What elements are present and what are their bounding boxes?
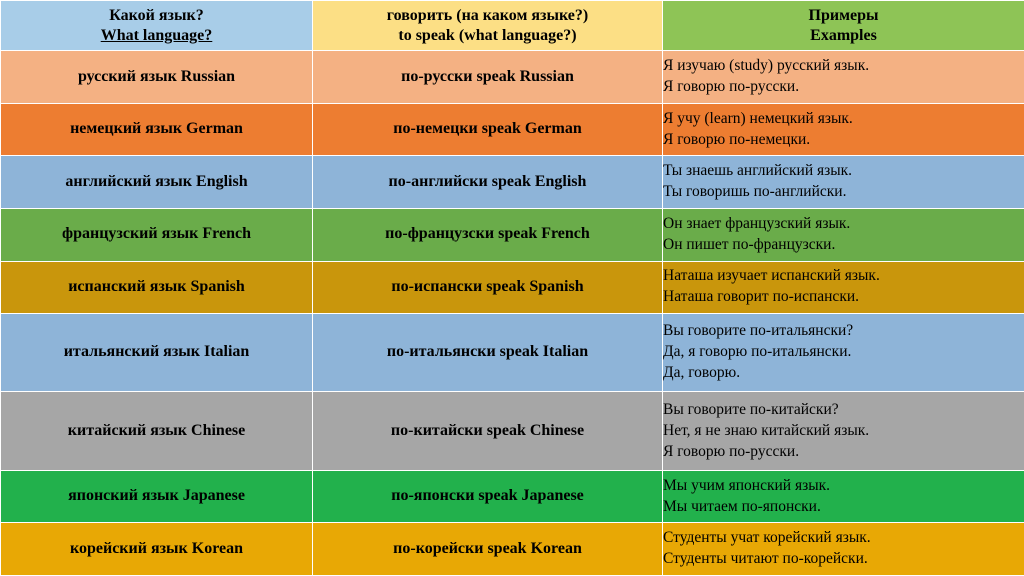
cell-language: испанский язык Spanish — [1, 261, 313, 314]
example-line: Я говорю по-русски. — [663, 78, 800, 96]
cell-speak: по-английски speak English — [313, 156, 663, 209]
cell-language: русский язык Russian — [1, 51, 313, 104]
example-line: Да, я говорю по-итальянски. — [663, 343, 852, 361]
table-row — [1, 470, 1024, 523]
cell-speak: по-немецки speak German — [313, 103, 663, 156]
example-line: Ты знаешь английский язык. — [663, 162, 853, 180]
cell-examples — [663, 470, 1024, 523]
cell-speak: по-итальянски speak Italian — [313, 314, 663, 392]
header-line-ru: Какой язык? — [109, 6, 204, 24]
example-line: Наташа изучает испанский язык. — [663, 267, 880, 285]
table-row — [1, 156, 1024, 209]
cell-examples — [663, 523, 1024, 576]
cell-language: итальянский язык Italian — [1, 314, 313, 392]
example-line: Я учу (learn) немецкий язык. — [663, 109, 853, 127]
example-line: Нет, я не знаю китайский язык. — [663, 421, 870, 439]
cell-language: китайский язык Chinese — [1, 392, 313, 470]
example-line: Мы учим японский язык. — [663, 476, 831, 494]
example-line: Я говорю по-немецки. — [663, 130, 811, 148]
table-row — [1, 51, 1024, 104]
example-line: Да, говорю. — [663, 364, 741, 382]
example-line: Я изучаю (study) русский язык. — [663, 57, 870, 75]
example-line: Студенты читают по-корейски. — [663, 550, 868, 568]
table-row — [1, 314, 1024, 392]
example-line: Вы говорите по-итальянски? — [663, 322, 854, 340]
cell-language: немецкий язык German — [1, 103, 313, 156]
example-line: Я говорю по-русски. — [663, 442, 800, 460]
cell-language: французский язык French — [1, 209, 313, 262]
cell-examples — [663, 261, 1024, 314]
cell-examples — [663, 51, 1024, 104]
header-line-ru: говорить (на каком языке?) — [386, 6, 589, 24]
cell-speak: по-китайски speak Chinese — [313, 392, 663, 470]
example-line: Мы читаем по-японски. — [663, 497, 821, 515]
cell-language: английский язык English — [1, 156, 313, 209]
header-cell-language — [1, 1, 313, 51]
example-line: Студенты учат корейский язык. — [663, 529, 871, 547]
example-line: Вы говорите по-китайски? — [663, 400, 839, 418]
table-row — [1, 103, 1024, 156]
table-row — [1, 261, 1024, 314]
example-line: Он знает французский язык. — [663, 214, 851, 232]
example-line: Наташа говорит по-испански. — [663, 288, 860, 306]
cell-examples — [663, 209, 1024, 262]
cell-examples — [663, 392, 1024, 470]
cell-examples — [663, 156, 1024, 209]
cell-language: корейский язык Korean — [1, 523, 313, 576]
cell-speak: по-французски speak French — [313, 209, 663, 262]
header-line-en: Examples — [810, 26, 877, 44]
table-row — [1, 209, 1024, 262]
header-cell-speak — [313, 1, 663, 51]
header-line-en: to speak (what language?) — [398, 26, 577, 44]
table-header-row — [1, 1, 1024, 51]
cell-language: японский язык Japanese — [1, 470, 313, 523]
example-line: Он пишет по-французски. — [663, 235, 836, 253]
cell-speak: по-русски speak Russian — [313, 51, 663, 104]
cell-speak: по-испански speak Spanish — [313, 261, 663, 314]
header-line-ru: Примеры — [808, 6, 879, 24]
header-line-en: What language? — [100, 26, 213, 44]
cell-examples — [663, 314, 1024, 392]
table-row — [1, 392, 1024, 470]
cell-examples — [663, 103, 1024, 156]
cell-speak: по-японски speak Japanese — [313, 470, 663, 523]
cell-speak: по-корейски speak Korean — [313, 523, 663, 576]
header-cell-examples — [663, 1, 1024, 51]
table-row — [1, 523, 1024, 576]
example-line: Ты говоришь по-английски. — [663, 183, 847, 201]
